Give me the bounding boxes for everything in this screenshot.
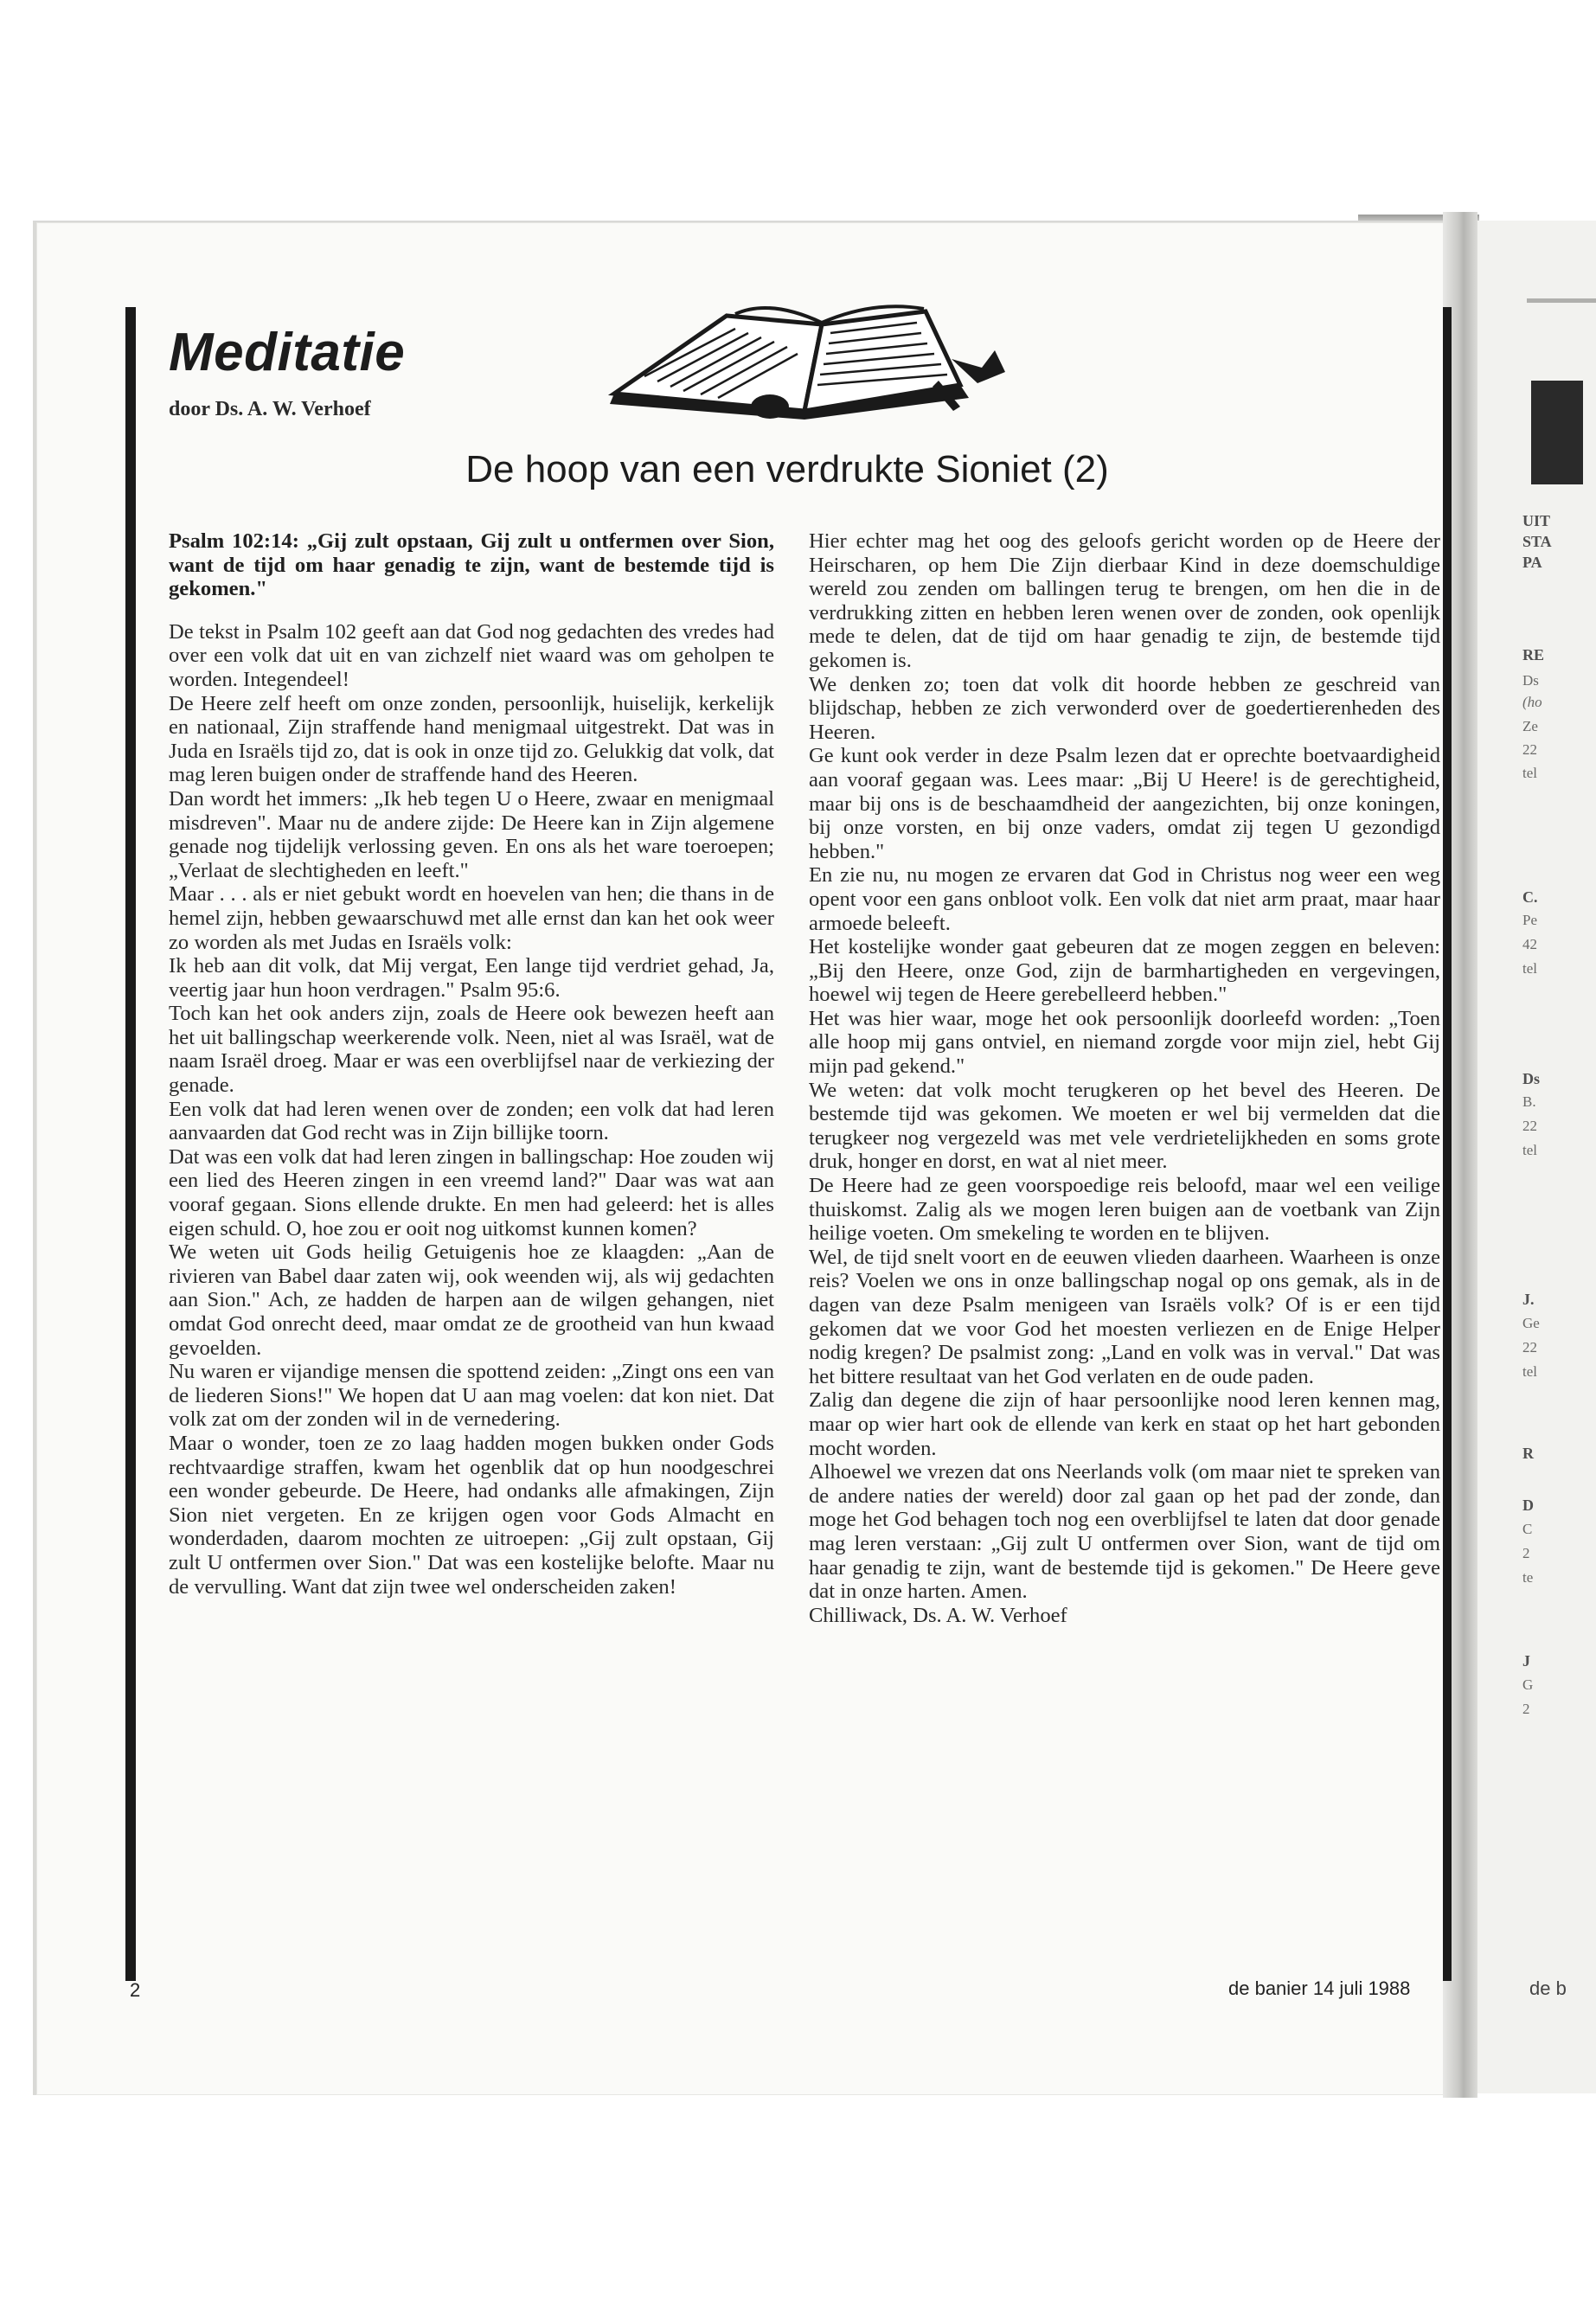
paragraph: De Heere zelf heeft om onze zonden, persoonlijk, huiselijk, kerkelijk en nationaal, Zijn straffende hand menigmaal uitgestrekt. Dat was in Juda en Israëls tijd zo, dat is ook in onze tijd zo. Gelukkig dat volk, dat mag leren buigen onder de straffende hand des Heeren.	[169, 691, 774, 787]
adjacent-fragment: 2	[1522, 1545, 1530, 1561]
adjacent-fragment: 2	[1522, 1701, 1530, 1717]
adjacent-page-footer: de b	[1529, 1977, 1567, 1999]
adjacent-fragment: 42	[1522, 936, 1537, 952]
section-heading: Meditatie	[169, 323, 406, 382]
scripture-lead: Psalm 102:14: „Gij zult opstaan, Gij zult u ontfermen over Sion, want de tijd om haar genadig te zijn, want de bestemde tijd is gekomen."	[169, 529, 774, 601]
page-number: 2	[130, 1979, 141, 2001]
paragraph: We weten uit Gods heilig Getuigenis hoe ze klaagden: „Aan de rivieren van Babel daar zaten wij, ook weenden wij, als wij gedachten aan Sion." Ach, ze hadden de harpen aan de wilgen gehangen, niet omdat God onrecht deed, maar omdat ze de grootheid van hun kwaad gevoelden.	[169, 1240, 774, 1360]
paragraph: Toch kan het ook anders zijn, zoals de Heere ook bewezen heeft aan het uit ballingschap weerkerende volk. Neen, niet al was Israël, wat de naam Israël droeg. Maar er was een overblijfsel naar de verkiezing der genade.	[169, 1002, 774, 1098]
adjacent-fragment: Ge	[1522, 1315, 1540, 1331]
adjacent-page-masthead-block	[1531, 381, 1583, 484]
adjacent-fragment: Ds	[1522, 672, 1539, 689]
paragraph: Alhoewel we vrezen dat ons Neerlands volk (om maar niet te spreken van de andere naties der wereld) door zal gaan op het pad der zonde, dan moge het God behagen toch nog een overblijfsel te laten dat door genade mag leren verstaan: „Gij zult U ontfermen over Sion, want de tijd om haar genadig te zijn, want de bestemde tijd is gekomen." De Heere geve dat in onze harten. Amen.	[809, 1460, 1440, 1604]
paragraph: De Heere had ze geen voorspoedige reis beloofd, maar wel een veilige thuiskomst. Zalig als we mogen leren buigen aan de voetbank van Zijn heilige voeten. Om smekeling te worden en te blijven.	[809, 1174, 1440, 1246]
adjacent-fragment: J	[1522, 1652, 1530, 1670]
paragraph: Een volk dat had leren wenen over de zonden; een volk dat had leren aanvaarden dat God recht was in Zijn billijke toorn.	[169, 1097, 774, 1145]
issue-footer: de banier 14 juli 1988	[1228, 1977, 1411, 1999]
adjacent-fragment: 22	[1522, 1118, 1537, 1134]
paragraph: Nu waren er vijandige mensen die spottend zeiden: „Zingt ons een van de liederen Sions!" We hopen dat U aan mag voelen: dat kon niet. Dat volk zat om der zonden wil in de vernedering.	[169, 1360, 774, 1432]
adjacent-fragment: tel	[1522, 1142, 1537, 1158]
paragraph: Zalig dan degene die zijn of haar persoonlijke nood leren kennen mag, maar op wier hart ook de ellende van kerk en staat op het hart gebonden mocht worden.	[809, 1388, 1440, 1460]
adjacent-fragment: PA	[1522, 554, 1542, 571]
paragraph: Het was hier waar, moge het ook persoonlijk doorleefd worden: „Toen alle hoop mij gans ontviel, en niemand zorgde voor mijn ziel, hebt Gij mijn pad gekend."	[809, 1006, 1440, 1079]
adjacent-fragment: C.	[1522, 888, 1538, 906]
paragraph: Maar o wonder, toen ze zo laag hadden mogen bukken onder Gods rechtvaardige straffen, kwam het ogenblik dat op hun noodgeschrei een wonder gebeurde. De Heere, had ondanks alle afmakingen, Zijn Sion niet vergeten. En ze krijgen ogen voor Gods Almacht en wonderdaden, daarom mochten ze uitroepen: „Gij zult opstaan, Gij zult U ontfermen over Sion." Dat was een kostelijke belofte. Maar nu de vervulling. Want dat zijn twee wel onderscheiden zaken!	[169, 1431, 774, 1599]
article-column-left	[169, 529, 774, 1599]
adjacent-fragment: tel	[1522, 765, 1537, 781]
adjacent-fragment: tel	[1522, 1363, 1537, 1380]
article-title: De hoop van een verdrukte Sioniet (2)	[465, 448, 1109, 490]
paragraph: We denken zo; toen dat volk dit hoorde hebben ze geschreid van blijdschap, hebben ze zich verwonderd over de goedertierenheden des Heeren.	[809, 672, 1440, 744]
paragraph: We weten: dat volk mocht terugkeren op het bevel des Heeren. De bestemde tijd was gekomen. We moeten er wel bij vermelden dat die terugkeer nog vergezeld was met vele verdrietelijkheden en soms grote druk, honger en dorst, en wat al niet meer.	[809, 1078, 1440, 1174]
adjacent-fragment: Pe	[1522, 912, 1537, 928]
adjacent-fragment: 22	[1522, 1339, 1537, 1356]
author-byline: door Ds. A. W. Verhoef	[169, 398, 371, 420]
adjacent-fragment: R	[1522, 1445, 1534, 1462]
adjacent-fragment: (ho	[1522, 694, 1542, 710]
adjacent-fragment: te	[1522, 1569, 1534, 1586]
article-column-right	[809, 529, 1440, 1974]
signature-line: Chilliwack, Ds. A. W. Verhoef	[809, 1603, 1067, 1627]
adjacent-fragment: 22	[1522, 741, 1537, 758]
adjacent-fragment: RE	[1522, 646, 1545, 663]
paragraph: Ge kunt ook verder in deze Psalm lezen dat er oprechte boetvaardigheid aan vooraf gegaan was. Lees maar: „Bij U Heere! is de gerechtigheid, maar bij ons is de beschaamdheid der aangezichten, bij onze koningen, bij onze vorsten, en bij onze vaders, omdat zij tegen U gezondigd hebben."	[809, 744, 1440, 863]
paragraph: Maar . . . als er niet gebukt wordt en hoevelen van hen; die thans in de hemel zijn, hebben gewaarschuwd met alle ernst dan kan het ook weer zo worden als met Judas en Israëls volk:	[169, 882, 774, 954]
adjacent-fragment: tel	[1522, 960, 1537, 977]
open-book-illustration	[597, 290, 1012, 420]
adjacent-fragment: UIT	[1522, 512, 1551, 529]
paragraph: Wel, de tijd snelt voort en de eeuwen vlieden daarheen. Waarheen is onze reis? Voelen we ons in onze ballingschap nogal op ons gemak, als in de dagen van deze Psalm menigeen van Israëls volk? Of is er een tijd gekomen dat we voor God het moesten verliezen en de Enige Helper nodig kregen? De psalmist zong: „Land en volk was in verval." Dat was het bittere resultaat van het God verlaten en de oude paden.	[809, 1245, 1440, 1388]
adjacent-fragment: Ds	[1522, 1070, 1541, 1087]
adjacent-fragment: Ze	[1522, 718, 1538, 734]
paragraph: Dan wordt het immers: „Ik heb tegen U o Heere, zwaar en menigmaal misdreven". Maar nu de andere zijde: De Heere kan in Zijn algemene genade nog tijdelijk verlossing geven. En ons als het ware toeroepen; „Verlaat de slechtigheden en leeft."	[169, 786, 774, 882]
adjacent-fragment: D	[1522, 1497, 1534, 1514]
left-column-rule	[125, 307, 136, 1981]
adjacent-fragment: B.	[1522, 1093, 1536, 1110]
adjacent-page-rule	[1527, 298, 1596, 303]
right-column-rule	[1443, 307, 1452, 1981]
paragraph: De tekst in Psalm 102 geeft aan dat God nog gedachten des vredes had over een volk dat uit en van zichzelf niet waard was om geholpen te worden. Integendeel!	[169, 619, 774, 691]
adjacent-fragment: STA	[1522, 533, 1552, 550]
adjacent-fragment: G	[1522, 1676, 1534, 1693]
paragraph: Ik heb aan dit volk, dat Mij vergat, Een lange tijd verdriet gehad, Ja, veertig jaar hun hoon verdragen." Psalm 95:6.	[169, 954, 774, 1002]
paragraph: Hier echter mag het oog des geloofs gericht worden op de Heere der Heirscharen, op hem Die Zijn dierbaar Kind in deze doemschuldige wereld zou zenden om ballingen terug te brengen, om hen die in de verdrukking zitten en hebben leren wenen over de zonden, ook openlijk mede te delen, dat de tijd om haar genadig te zijn, de bestemde tijd gekomen is.	[809, 529, 1440, 672]
adjacent-fragment: J.	[1522, 1291, 1535, 1308]
paragraph: En zie nu, nu mogen ze ervaren dat God in Christus nog weer een weg opent voor een gans onbloot volk. Een volk dat niet arm praat, maar haar armoede beleeft.	[809, 863, 1440, 935]
paragraph: Het kostelijke wonder gaat gebeuren dat ze mogen zeggen en beleven: „Bij den Heere, onze God, zijn de barmhartigheden en vergevingen, hoewel wij tegen de Heere gerebelleerd hebben."	[809, 935, 1440, 1007]
adjacent-fragment: C	[1522, 1521, 1533, 1537]
paragraph: Dat was een volk dat had leren zingen in ballingschap: Hoe zouden wij een lied des Heeren zingen in een vreemd land?" Daar was wat aan vooraf gegaan. Sions ellende drukte. En men had geleerd: het is alles eigen schuld. O, hoe zou er ooit nog uitkomst kunnen komen?	[169, 1144, 774, 1240]
